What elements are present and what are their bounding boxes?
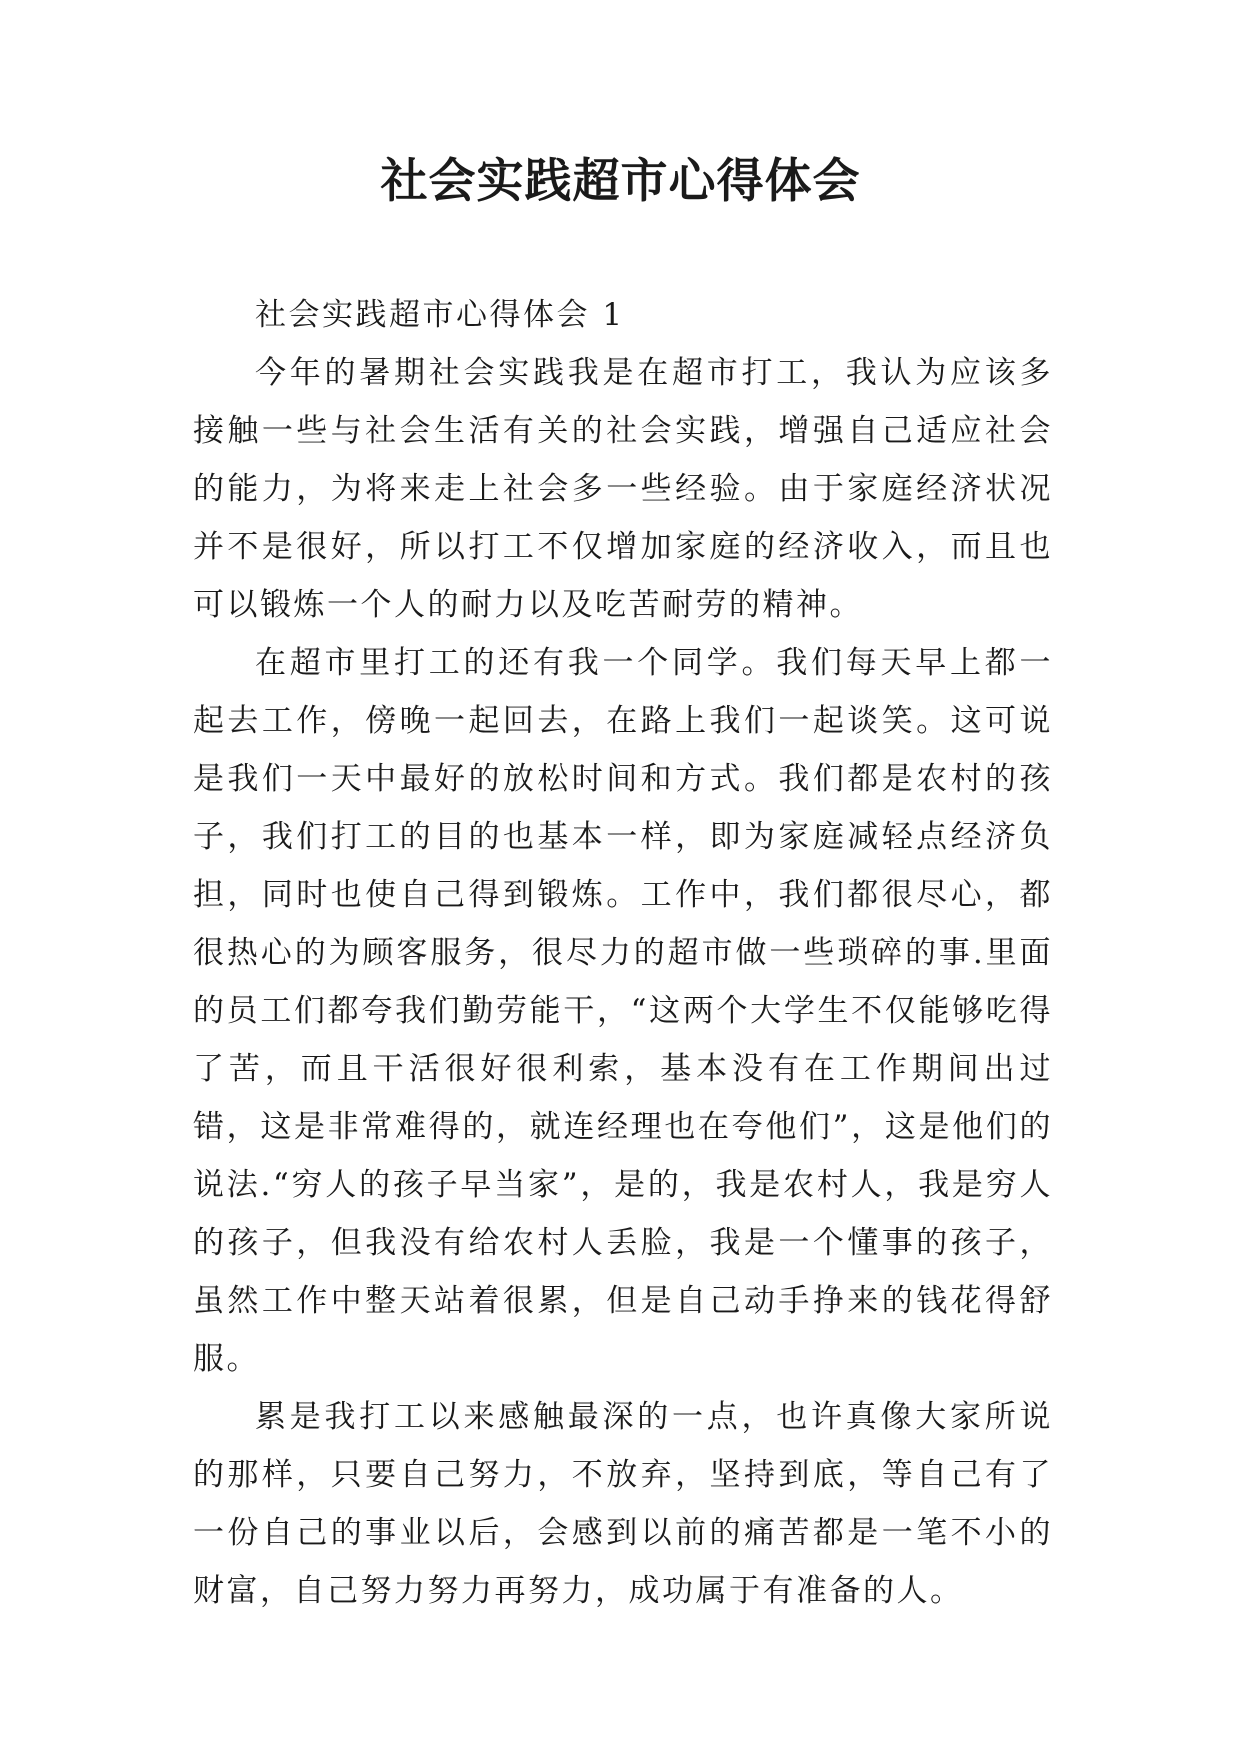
- document-body: [193, 286, 1053, 1620]
- paragraph: 累是我打工以来感触最深的一点，也许真像大家所说的那样，只要自己努力，不放弃，坚持到底，等自己有了一份自己的事业以后，会感到以前的痛苦都是一笔不小的财富，自己努力努力再努力，成功属于有准备的人。: [193, 1399, 1053, 1609]
- section-heading: 社会实践超市心得体会 1: [255, 297, 625, 333]
- document-title: 社会实践超市心得体会: [380, 154, 861, 209]
- paragraph: 在超市里打工的还有我一个同学。我们每天早上都一起去工作，傍晚一起回去，在路上我们一起谈笑。这可说是我们一天中最好的放松时间和方式。我们都是农村的孩子，我们打工的目的也基本一样，即为家庭减轻点经济负担，同时也使自己得到锻炼。工作中，我们都很尽心，都很热心的为顾客服务，很尽力的超市做一些琐碎的事.里面的员工们都夸我们勤劳能干，“这两个大学生不仅能够吃得了苦，而且干活很好很利索，基本没有在工作期间出过错，这是非常难得的，就连经理也在夸他们”，这是他们的说法.“穷人的孩子早当家”，是的，我是农村人，我是穷人的孩子，但我没有给农村人丢脸，我是一个懂事的孩子，虽然工作中整天站着很累，但是自己动手挣来的钱花得舒服。: [193, 645, 1053, 1377]
- paragraph: 今年的暑期社会实践我是在超市打工，我认为应该多接触一些与社会生活有关的社会实践，增强自己适应社会的能力，为将来走上社会多一些经验。由于家庭经济状况并不是很好，所以打工不仅增加家庭的经济收入，而且也可以锻炼一个人的耐力以及吃苦耐劳的精神。: [193, 355, 1053, 623]
